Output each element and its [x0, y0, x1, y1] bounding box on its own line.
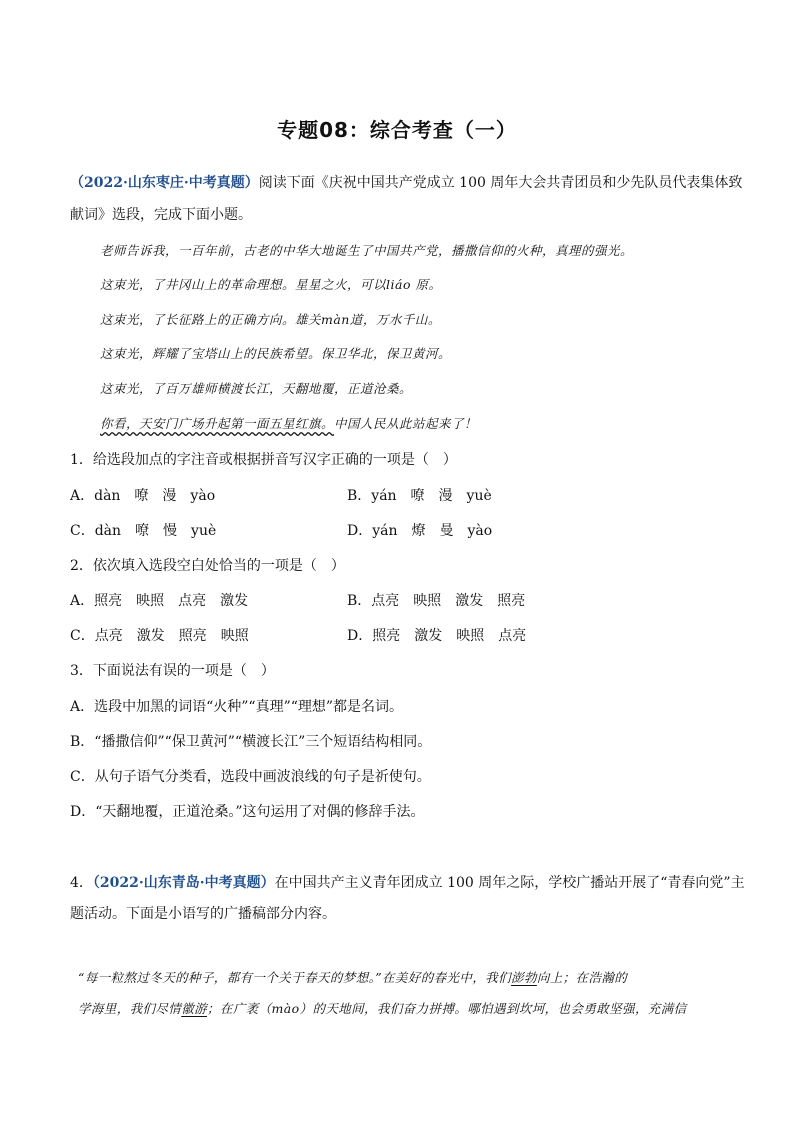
wavy-underlined-sentence: 你看，天安门广场升起第一面五星红旗。	[100, 416, 335, 431]
question-1-option-d: D．yán 燎 曼 yào	[347, 523, 493, 539]
q4-passage-text: ；在广袤（mào）的天地间，我们奋力拼搏。哪怕遇到坎坷，也会勇敢坚强，充满信	[207, 1001, 687, 1016]
q4-passage-text: 向上；在浩瀚的	[536, 970, 628, 985]
question-4-number: 4．	[70, 875, 93, 891]
question-1-stem: 1．给选段加点的字注音或根据拼音写汉字正确的一项是（ ）	[70, 452, 457, 468]
q4-passage-line-2	[78, 999, 687, 1017]
question-1-option-c: C．dàn 嘹 慢 yuè	[70, 523, 217, 539]
q4-passage-text: “每一粒熬过冬天的种子，都有一个关于春天的梦想。”在美好的春光中，我们	[78, 970, 512, 985]
passage-line-4: 这束光，辉耀了宝塔山上的民族希望。保卫华北，保卫黄河。	[100, 346, 452, 361]
question-2-option-a: A．照亮 映照 点亮 激发	[70, 593, 249, 609]
passage-line-2: 这束光，了井冈山上的革命理想。星星之火，可以liáo 原。	[100, 277, 442, 292]
question-4-line-2: 题活动。下面是小语写的广播稿部分内容。	[70, 906, 336, 922]
question-intro-text: 阅读下面《庆祝中国共产党成立 100 周年大会共青团员和少先队员代表集体致	[258, 175, 743, 191]
q4-passage-line-1	[78, 968, 627, 986]
question-intro-line-2: 献词》选段，完成下面小题。	[70, 207, 252, 223]
question-2-option-b: B．点亮 映照 激发 照亮	[347, 593, 526, 609]
question-3-option-c: C．从句子语气分类看，选段中画波浪线的句子是祈使句。	[70, 769, 431, 785]
question-4-text: 在中国共产主义青年团成立 100 周年之际，学校广播站开展了“青春向党”主	[274, 875, 745, 891]
q4-passage-text: 学海里，我们尽情	[78, 1001, 182, 1016]
passage-line-6	[100, 414, 477, 432]
question-4-line-1	[70, 872, 745, 892]
question-1-option-b: B．yán 嘹 漫 yuè	[347, 488, 492, 504]
question-2-stem: 2．依次填入选段空白处恰当的一项是（ ）	[70, 558, 345, 574]
question-3-option-b: B．“播撒信仰”“保卫黄河”“横渡长江”三个短语结构相同。	[70, 734, 432, 750]
question-1-option-a: A．dàn 嘹 漫 yào	[70, 488, 216, 504]
question-3-option-a: A．选段中加黑的词语“火种”“真理”“理想”都是名词。	[70, 699, 404, 715]
passage-line-5: 这束光，了百万雄师横渡长江，天翻地覆，正道沧桑。	[100, 381, 413, 396]
underlined-word-1: 澎勃	[511, 970, 537, 985]
question-source: （2022·山东枣庄·中考真题）	[70, 175, 259, 191]
question-2-option-c: C．点亮 激发 照亮 映照	[70, 628, 249, 644]
question-intro-line-1	[70, 172, 742, 192]
question-3-option-d: D．“天翻地覆，正道沧桑。”这句运用了对偶的修辞手法。	[70, 804, 425, 820]
question-4-source: （2022·山东青岛·中考真题）	[92, 875, 275, 891]
underlined-word-2: 徽游	[181, 1001, 208, 1016]
question-2-option-d: D．照亮 激发 映照 点亮	[347, 628, 527, 644]
passage-line-3: 这束光，了长征路上的正确方向。雄关màn道，万水千山。	[100, 312, 441, 327]
passage-line-6-rest: 中国人民从此站起来了！	[334, 416, 478, 431]
passage-line-1: 老师告诉我，一百年前，古老的中华大地诞生了中国共产党，播撒信仰的火种，真理的强光。	[100, 243, 634, 258]
page-title: 专题08：综合考查（一）	[277, 118, 517, 142]
question-3-stem: 3．下面说法有误的一项是（ ）	[70, 663, 275, 679]
